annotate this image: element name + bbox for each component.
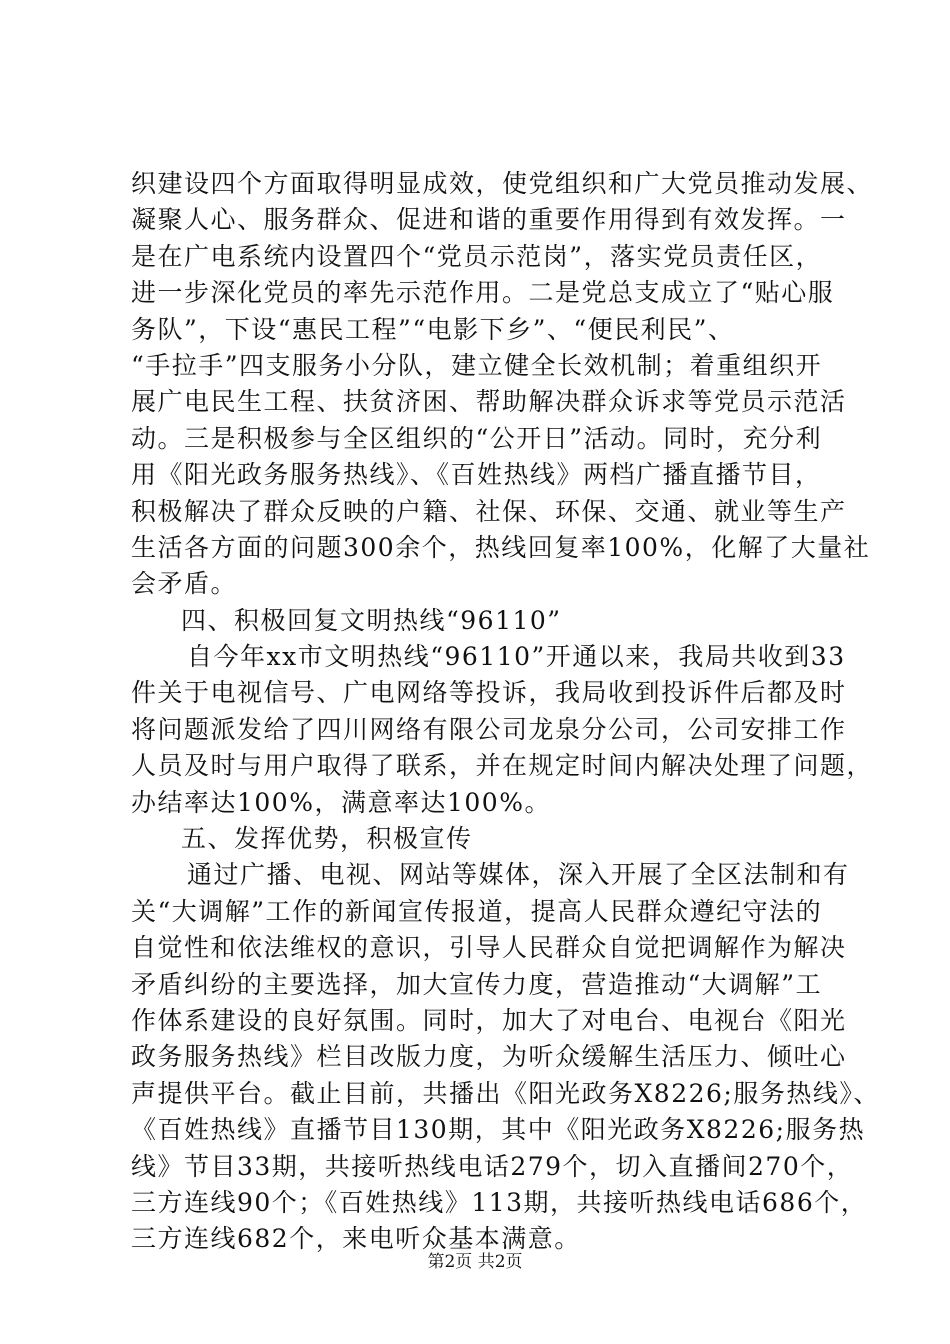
text-line: 务队”，下设“惠民工程”“电影下乡”、“便民利民”、 [131,314,735,344]
text-line: 是在广电系统内设置四个“党员示范岗”，落实党员责任区， [131,241,823,271]
text-line: 矛盾纠纷的主要选择，加大宣传力度，营造推动“大调解”工 [131,969,823,999]
text-line: 《百姓热线》直播节目130期，其中《阳光政务X8226;服务热 [131,1115,866,1145]
text-line: 凝聚人心、服务群众、促进和谐的重要作用得到有效发挥。一 [131,205,847,235]
text-line: 用《阳光政务服务热线》、《百姓热线》两档广播直播节目， [131,460,822,490]
text-line: 人员及时与用户取得了联系，并在规定时间内解决处理了问题， [131,751,874,781]
text-line: 展广电民生工程、扶贫济困、帮助解决群众诉求等党员示范活 [131,387,847,417]
text-line: 件关于电视信号、广电网络等投诉，我局收到投诉件后都及时 [131,678,847,708]
text-line: 自今年xx市文明热线“96110”开通以来，我局共收到33 [187,642,846,672]
text-line: 作体系建设的良好氛围。同时，加大了对电台、电视台《阳光 [131,1005,847,1035]
text-line: 会矛盾。 [131,569,238,599]
text-line: 三方连线682个，来电听众基本满意。 [131,1224,581,1254]
text-line: 办结率达100%，满意率达100%。 [131,787,551,817]
page-footer [0,1247,950,1272]
document-body [131,166,880,1258]
text-line: “手拉手”四支服务小分队，建立健全长效机制；着重组织开 [131,350,823,380]
page-number-label: 第2页 共2页 [427,1252,523,1272]
text-line: 线》节目33期，共接听热线电话279个，切入直播间270个， [131,1151,854,1181]
text-line: 自觉性和依法维权的意识，引导人民群众自觉把调解作为解决 [131,933,847,963]
text-line: 声提供平台。截止目前，共播出《阳光政务X8226;服务热线》、 [131,1078,880,1108]
section-heading: 五、发挥优势，积极宣传 [181,824,473,854]
section-heading: 四、积极回复文明热线“96110” [181,605,562,635]
text-line: 三方连线90个；《百姓热线》113期，共接听热线电话686个， [131,1187,868,1217]
text-line: 积极解决了群众反映的户籍、社保、环保、交通、就业等生产 [131,496,847,526]
text-line: 进一步深化党员的率先示范作用。二是党总支成立了“贴心服 [131,278,835,308]
text-line: 织建设四个方面取得明显成效，使党组织和广大党员推动发展、 [131,169,874,198]
text-line: 关“大调解”工作的新闻宣传报道，提高人民群众遵纪守法的 [131,896,823,926]
text-line: 通过广播、电视、网站等媒体，深入开展了全区法制和有 [187,860,850,890]
text-line: 政务服务热线》栏目改版力度，为听众缓解生活压力、倾吐心 [131,1042,847,1072]
text-line: 将问题派发给了四川网络有限公司龙泉分公司，公司安排工作 [131,714,847,744]
text-line: 动。三是积极参与全区组织的“公开日”活动。同时，充分利 [131,423,823,453]
text-line: 生活各方面的问题300余个，热线回复率100%，化解了大量社 [131,532,871,562]
